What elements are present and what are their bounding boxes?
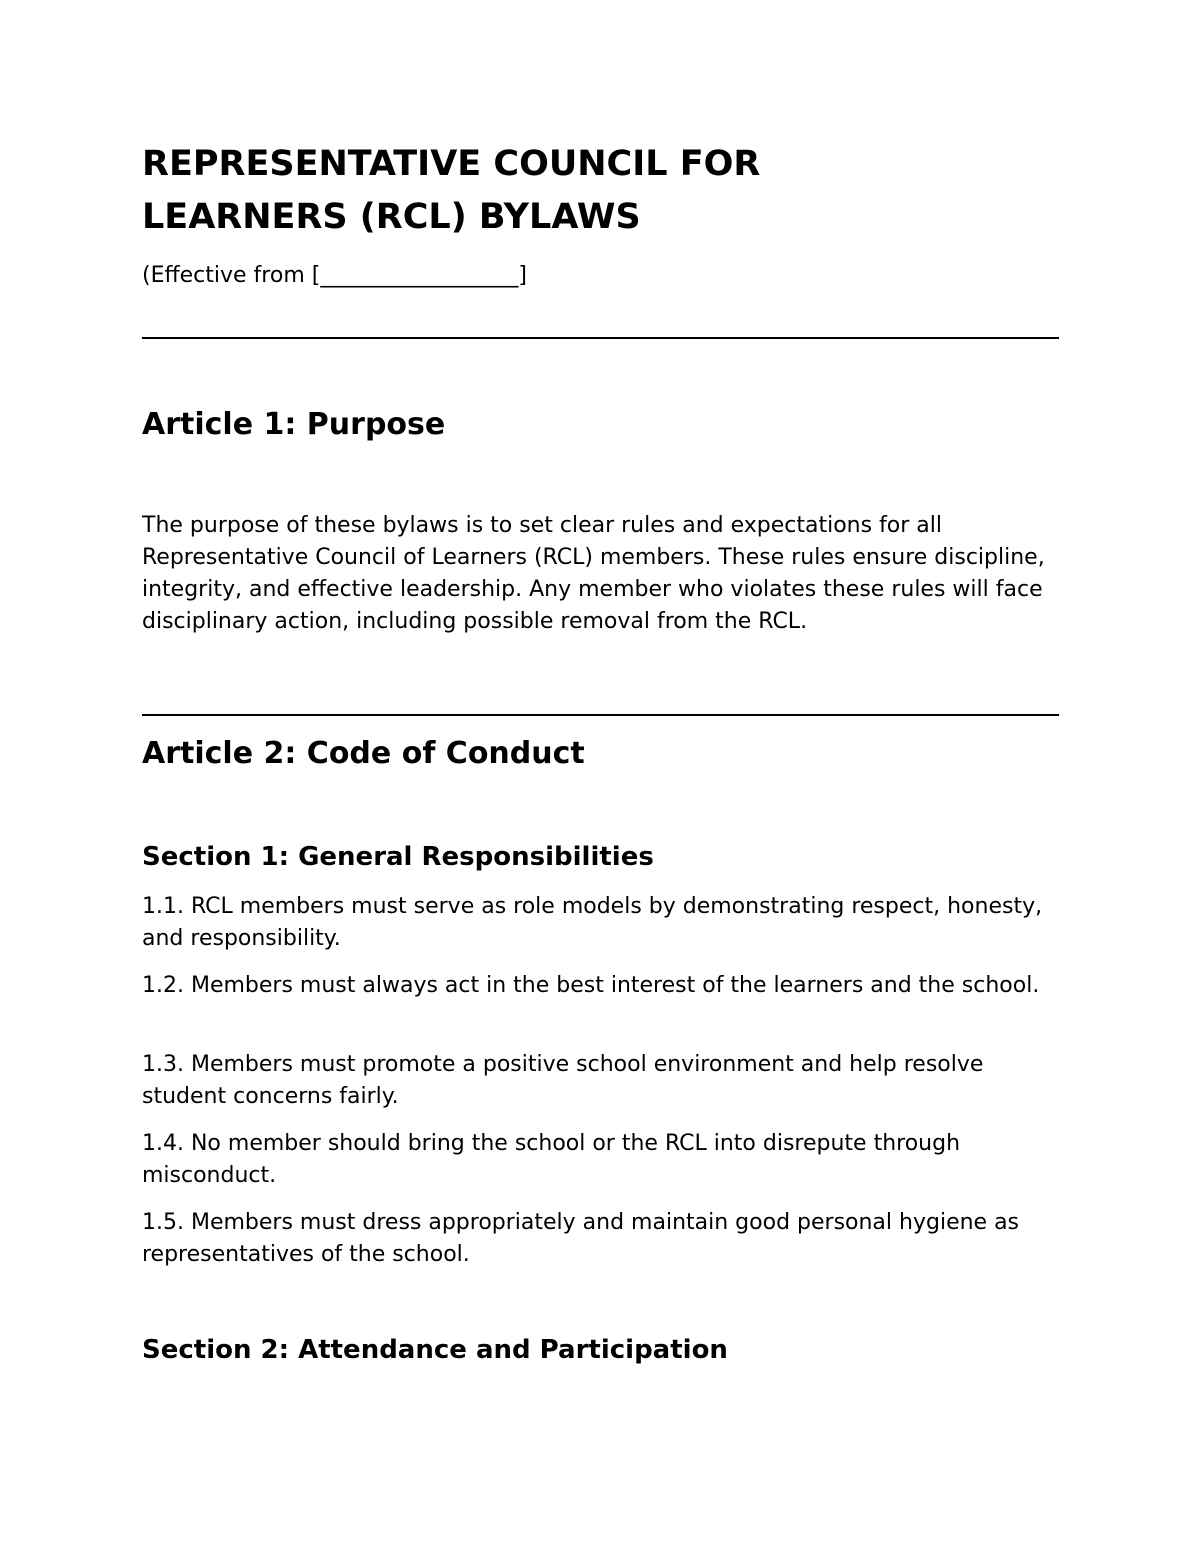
clause-1-4: 1.4. No member should bring the school or the RCL into disrepute through misconduct. bbox=[142, 1131, 961, 1188]
article-2-heading: Article 2: Code of Conduct bbox=[142, 736, 585, 771]
horizontal-rule bbox=[142, 714, 1059, 716]
section-1-heading: Section 1: General Responsibilities bbox=[142, 842, 654, 872]
document-title-line-2: LEARNERS (RCL) BYLAWS bbox=[142, 197, 641, 237]
section-2-heading: Section 2: Attendance and Participation bbox=[142, 1335, 728, 1365]
horizontal-rule bbox=[142, 337, 1059, 339]
effective-date-line: (Effective from [__________________] bbox=[142, 263, 527, 288]
article-1-heading: Article 1: Purpose bbox=[142, 407, 446, 442]
article-1-body: The purpose of these bylaws is to set clear rules and expectations for all Representative Council of Learners (RCL) members. These rules ensure discipline, integrity, and effective leadership. Any member who violates these rules will face disciplinary action, including possible removal from the RCL. bbox=[142, 513, 1045, 634]
document-title-line-1: REPRESENTATIVE COUNCIL FOR bbox=[142, 144, 761, 184]
clause-1-2: 1.2. Members must always act in the best interest of the learners and the school. bbox=[142, 973, 1040, 998]
clause-1-3: 1.3. Members must promote a positive school environment and help resolve student concerns fairly. bbox=[142, 1052, 984, 1109]
clause-1-5: 1.5. Members must dress appropriately and maintain good personal hygiene as representatives of the school. bbox=[142, 1210, 1020, 1267]
clause-1-1: 1.1. RCL members must serve as role models by demonstrating respect, honesty, and responsibility. bbox=[142, 894, 1043, 951]
